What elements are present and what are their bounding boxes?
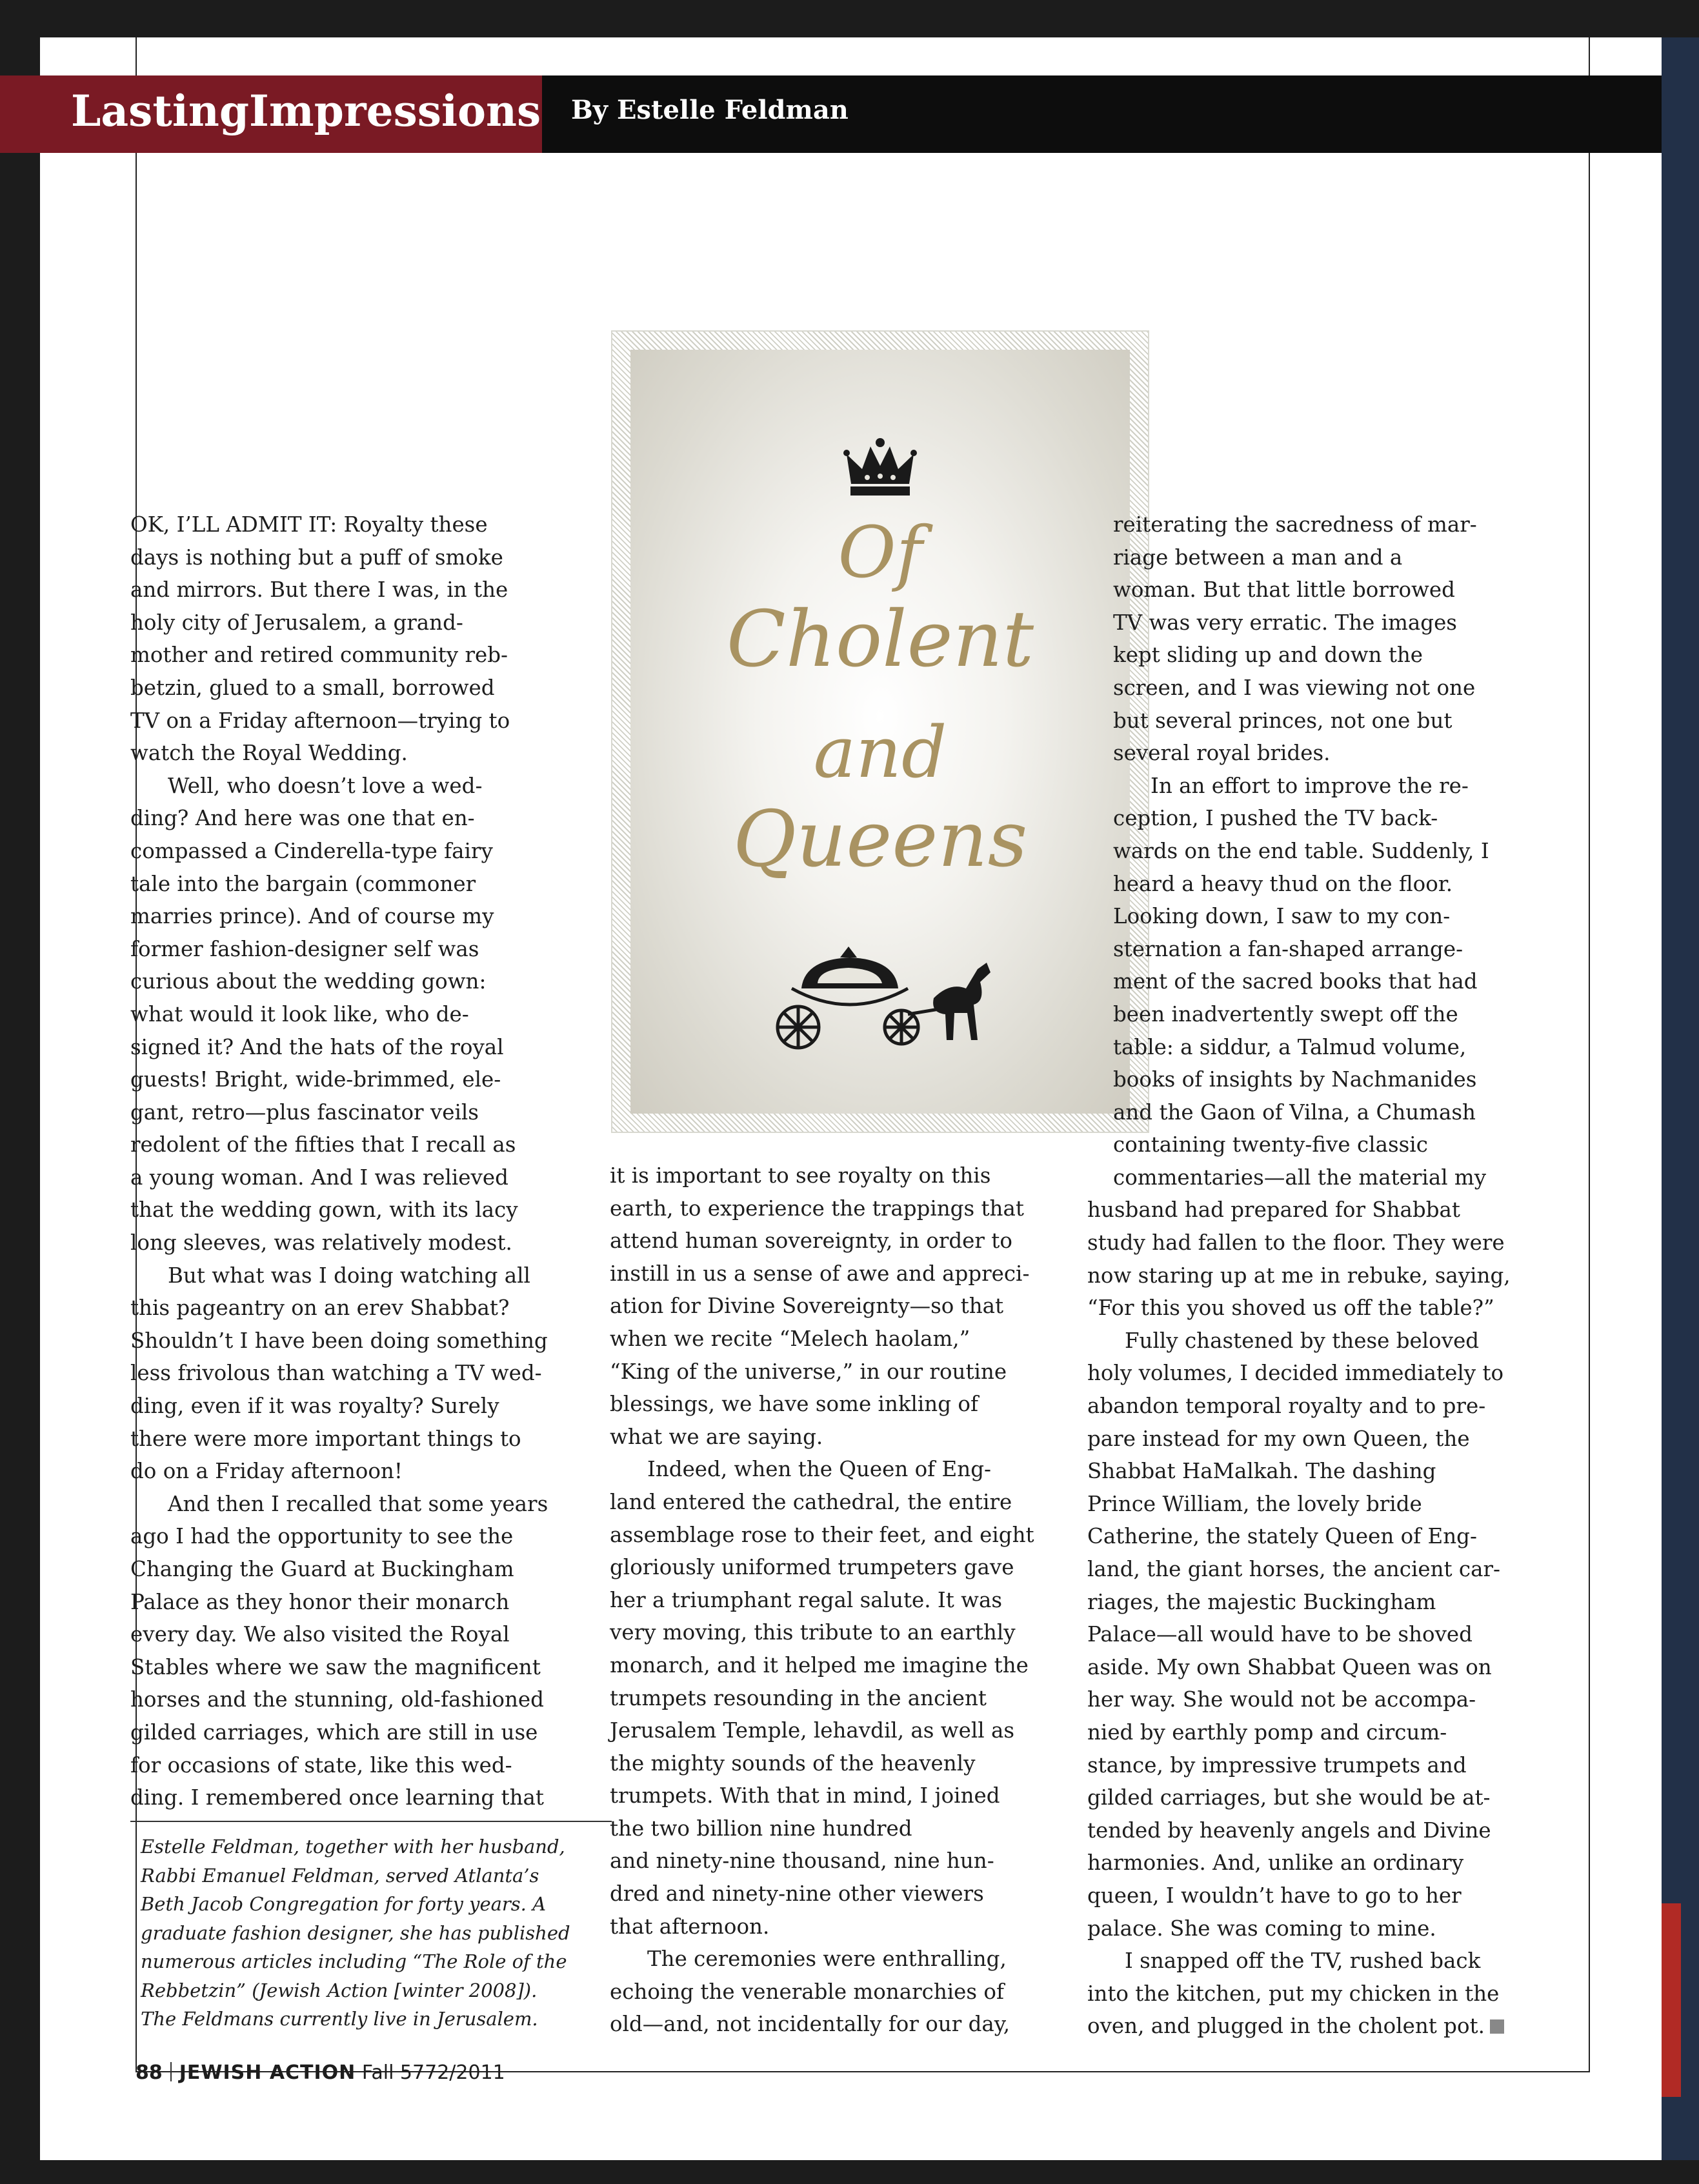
- text-line: it is important to see royalty on this: [610, 1163, 991, 1188]
- text-line: every day. We also visited the Royal: [130, 1622, 510, 1647]
- text-line: the mighty sounds of the heavenly: [610, 1750, 976, 1776]
- text-line: betzin, glued to a small, borrowed: [130, 675, 495, 700]
- text-line: queen, I wouldn’t have to go to her: [1087, 1883, 1462, 1908]
- article-column-2: [610, 1159, 1100, 2041]
- text-line: what would it look like, who de-: [130, 1001, 469, 1027]
- bio-line: Rabbi Emanuel Feldman, served Atlanta’s: [141, 1864, 539, 1887]
- text-line: that the wedding gown, with its lacy: [130, 1197, 518, 1223]
- text-line: stance, by impressive trumpets and: [1087, 1752, 1467, 1778]
- text-line: tale into the bargain (commoner: [130, 871, 476, 896]
- text-line: husband had prepared for Shabbat: [1087, 1197, 1460, 1223]
- text-line: pare instead for my own Queen, the: [1087, 1426, 1470, 1451]
- text-line: Jerusalem Temple, lehavdil, as well as: [610, 1718, 1015, 1743]
- text-line: curious about the wedding gown:: [130, 969, 487, 994]
- text-line: long sleeves, was relatively modest.: [130, 1230, 512, 1256]
- next-page-accent: [1662, 1903, 1681, 2097]
- text-line: Changing the Guard at Buckingham: [130, 1557, 514, 1581]
- text-line: nied by earthly pomp and circum-: [1087, 1719, 1447, 1745]
- text-line: Indeed, when the Queen of Eng-: [647, 1457, 991, 1482]
- text-line: “King of the universe,” in our routine: [610, 1359, 1007, 1384]
- bio-divider: [130, 1821, 612, 1822]
- section-header-label-block: [0, 75, 542, 153]
- page-number: 88: [136, 2061, 163, 2084]
- text-line: containing twenty-five classic: [1113, 1132, 1428, 1157]
- text-line: gilded carriages, which are still in use: [130, 1719, 538, 1745]
- illustration-title-line-2: Cholent: [726, 595, 1034, 685]
- text-line: In an effort to improve the re-: [1151, 773, 1469, 798]
- article-illustration: [611, 330, 1149, 1133]
- text-line: this pageantry on an erev Shabbat?: [130, 1296, 510, 1321]
- article-column-1: [130, 508, 621, 1814]
- text-line: TV on a Friday afternoon—trying to: [130, 708, 510, 733]
- text-line: palace. She was coming to mine.: [1087, 1916, 1436, 1941]
- text-line: ation for Divine Sovereignty—so that: [610, 1294, 1004, 1319]
- text-line: redolent of the fifties that I recall as: [130, 1132, 516, 1157]
- article-column-3: [1087, 508, 1578, 2043]
- text-line: study had fallen to the floor. They were: [1087, 1230, 1505, 1256]
- text-line: compassed a Cinderella-type fairy: [130, 838, 493, 863]
- text-line: marries prince). And of course my: [130, 904, 494, 929]
- text-line: instill in us a sense of awe and appreci-: [610, 1261, 1030, 1286]
- text-line: less frivolous than watching a TV wed-: [130, 1361, 542, 1386]
- text-line: Palace as they honor their monarch: [130, 1589, 510, 1614]
- text-line: heard a heavy thud on the floor.: [1113, 871, 1453, 896]
- text-line: what we are saying.: [610, 1424, 823, 1449]
- text-line: do on a Friday afternoon!: [130, 1459, 403, 1484]
- text-line: for occasions of state, like this wed-: [130, 1752, 512, 1778]
- text-line: her way. She would not be accompa-: [1087, 1687, 1476, 1712]
- illustration-panel: [630, 350, 1130, 1114]
- text-line: mother and retired community reb-: [130, 643, 508, 668]
- text-line: Prince William, the lovely bride: [1087, 1491, 1422, 1516]
- byline: By Estelle Feldman: [571, 95, 849, 125]
- text-line: Shouldn’t I have been doing something: [130, 1328, 548, 1353]
- text-line: and mirrors. But there I was, in the: [130, 577, 508, 603]
- text-line: books of insights by Nachmanides: [1113, 1067, 1477, 1092]
- text-line: holy city of Jerusalem, a grand-: [130, 610, 463, 635]
- author-bio: [141, 1832, 618, 2034]
- section-header-bar: [0, 75, 1662, 153]
- text-line: ding. I remembered once learning that: [130, 1785, 544, 1810]
- text-line: “For this you shoved us off the table?”: [1087, 1296, 1494, 1321]
- text-line: days is nothing but a puff of smoke: [130, 545, 503, 570]
- text-line: commentaries—all the material my: [1113, 1165, 1487, 1190]
- section-title: LastingImpressions: [71, 86, 541, 136]
- text-line: trumpets. With that in mind, I joined: [610, 1783, 1000, 1808]
- text-line: her a triumphant regal salute. It was: [610, 1587, 1003, 1612]
- text-line: dred and ninety-nine other viewers: [610, 1881, 984, 1907]
- text-line: into the kitchen, put my chicken in the: [1087, 1981, 1500, 2006]
- bio-line: The Feldmans currently live in Jerusalem.: [141, 2008, 538, 2030]
- text-line: several royal brides.: [1113, 741, 1331, 766]
- footer-divider: [170, 2062, 172, 2081]
- text-line: And then I recalled that some years: [168, 1491, 548, 1516]
- text-line: gloriously uniformed trumpeters gave: [610, 1555, 1014, 1580]
- text-line: Palace—all would have to be shoved: [1087, 1622, 1473, 1647]
- end-mark-icon: [1490, 2019, 1504, 2034]
- text-line: I snapped off the TV, rushed back: [1125, 1949, 1481, 1974]
- text-line: there were more important things to: [130, 1426, 521, 1451]
- text-line: tended by heavenly angels and Divine: [1087, 1818, 1491, 1843]
- text-line: signed it? And the hats of the royal: [130, 1034, 504, 1059]
- text-line: sternation a fan-shaped arrange-: [1113, 936, 1463, 961]
- text-line: land entered the cathedral, the entire: [610, 1489, 1012, 1514]
- bio-line: Rebbetzin” (Jewish Action [winter 2008]).: [141, 1979, 538, 2001]
- text-line: harmonies. And, unlike an ordinary: [1087, 1850, 1464, 1876]
- text-line: kept sliding up and down the: [1113, 643, 1423, 668]
- text-line: the two billion nine hundred: [610, 1816, 912, 1841]
- text-line: ding? And here was one that en-: [130, 806, 475, 831]
- text-line: former fashion-designer self was: [130, 936, 479, 961]
- text-line: riages, the majestic Buckingham: [1087, 1589, 1436, 1614]
- text-line: monarch, and it helped me imagine the: [610, 1652, 1029, 1678]
- text-line: assemblage rose to their feet, and eight: [610, 1522, 1034, 1547]
- illustration-title-line-1: Of: [838, 511, 923, 594]
- text-line: Well, who doesn’t love a wed-: [168, 773, 483, 798]
- text-line: Looking down, I saw to my con-: [1113, 904, 1451, 929]
- text-line: table: a siddur, a Talmud volume,: [1113, 1034, 1467, 1059]
- page-footer: [136, 2061, 505, 2084]
- bio-line: Beth Jacob Congregation for forty years. A: [141, 1893, 547, 1915]
- text-line: blessings, we have some inkling of: [610, 1392, 978, 1417]
- text-line: attend human sovereignty, in order to: [610, 1228, 1012, 1254]
- crown-icon: [841, 434, 919, 505]
- text-line: watch the Royal Wedding.: [130, 741, 408, 766]
- text-line: Fully chastened by these beloved: [1125, 1328, 1480, 1353]
- text-line: But what was I doing watching all: [168, 1263, 530, 1288]
- text-line: and ninety-nine thousand, nine hun-: [610, 1848, 994, 1874]
- text-line: old—and, not incidentally for our day,: [610, 2012, 1010, 2037]
- text-line: gilded carriages, but she would be at-: [1087, 1785, 1491, 1810]
- bio-line: graduate fashion designer, she has published: [141, 1921, 570, 1944]
- text-line: horses and the stunning, old-fashioned: [130, 1687, 544, 1712]
- final-text-line: [1087, 2010, 1578, 2043]
- bio-line: Estelle Feldman, together with her husband,: [141, 1836, 565, 1858]
- text-line: holy volumes, I decided immediately to: [1087, 1361, 1504, 1386]
- text-line: echoing the venerable monarchies of: [610, 1979, 1004, 2004]
- text-line: The ceremonies were enthralling,: [647, 1947, 1007, 1972]
- text-line: trumpets resounding in the ancient: [610, 1685, 987, 1710]
- text-line: gant, retro—plus fascinator veils: [130, 1099, 479, 1125]
- text-line: a young woman. And I was relieved: [130, 1165, 508, 1190]
- text-line: TV was very erratic. The images: [1113, 610, 1457, 635]
- text-line: ago I had the opportunity to see the: [130, 1524, 514, 1549]
- text-line: very moving, this tribute to an earthly: [610, 1620, 1016, 1645]
- text-line: ment of the sacred books that had: [1113, 969, 1478, 994]
- text-line: land, the giant horses, the ancient car-: [1087, 1557, 1501, 1581]
- text-line: OK, I’LL ADMIT IT: Royalty these: [130, 512, 488, 537]
- text-line: screen, and I was viewing not one: [1113, 675, 1476, 700]
- text-line: earth, to experience the trappings that: [610, 1196, 1024, 1221]
- text-line: ception, I pushed the TV back-: [1113, 806, 1438, 831]
- text-line: reiterating the sacredness of mar-: [1113, 512, 1477, 537]
- text-line: Catherine, the stately Queen of Eng-: [1087, 1524, 1477, 1549]
- issue-date: Fall 5772/2011: [361, 2061, 505, 2084]
- text-line: that afternoon.: [610, 1914, 770, 1939]
- text-line: Shabbat HaMalkah. The dashing: [1087, 1459, 1436, 1484]
- publication-name: JEWISH ACTION: [179, 2061, 356, 2084]
- text-line: abandon temporal royalty and to pre-: [1087, 1394, 1486, 1419]
- next-page-edge: [1662, 37, 1699, 2160]
- text-line: Stables where we saw the magnificent: [130, 1654, 541, 1679]
- text-line: oven, and plugged in the cholent pot.: [1087, 2014, 1485, 2039]
- text-line: and the Gaon of Vilna, a Chumash: [1113, 1099, 1476, 1125]
- text-line: but several princes, not one but: [1113, 708, 1453, 733]
- text-line: woman. But that little borrowed: [1113, 577, 1455, 603]
- bio-line: numerous articles including “The Role of the: [141, 1950, 567, 1972]
- illustration-title-line-4: Queens: [732, 795, 1028, 885]
- text-line: guests! Bright, wide-brimmed, ele-: [130, 1067, 501, 1092]
- text-line: ding, even if it was royalty? Surely: [130, 1394, 499, 1419]
- text-line: when we recite “Melech haolam,”: [610, 1326, 970, 1351]
- horse-carriage-icon: [772, 943, 1005, 1053]
- text-line: aside. My own Shabbat Queen was on: [1087, 1654, 1492, 1679]
- text-line: wards on the end table. Suddenly, I: [1113, 838, 1489, 863]
- illustration-title-line-3: and: [813, 711, 947, 794]
- text-line: been inadvertently swept off the: [1113, 1001, 1458, 1027]
- text-line: now staring up at me in rebuke, saying,: [1087, 1263, 1511, 1288]
- text-line: riage between a man and a: [1113, 545, 1403, 570]
